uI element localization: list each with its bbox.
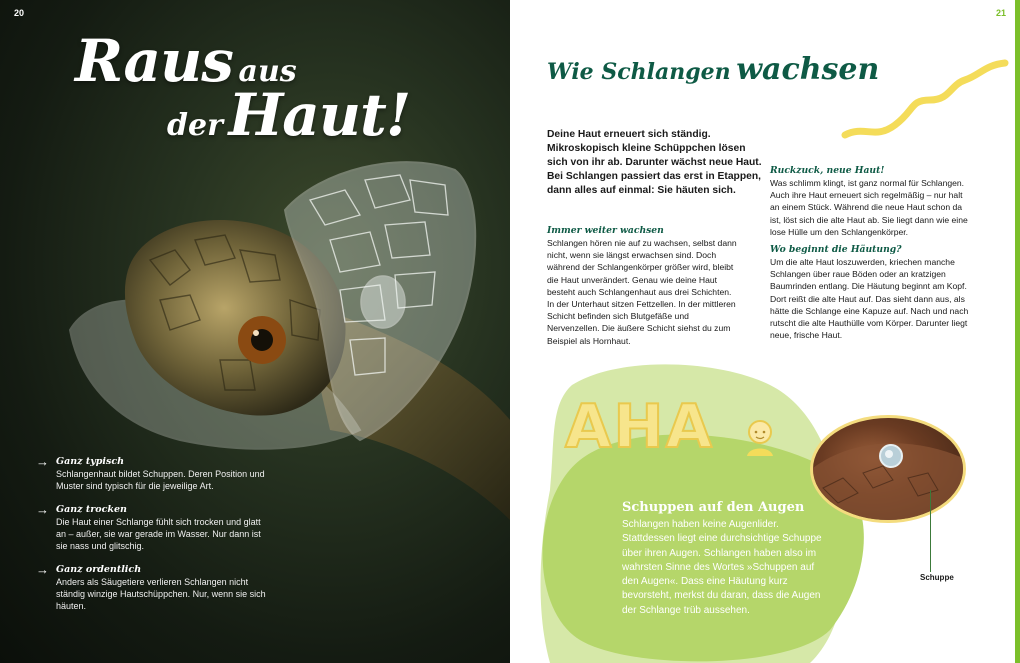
page-number-right: 21 [995,8,1006,18]
snake-eye-illustration [813,418,963,520]
infobox-body: Schlangen haben keine Augenlider. Stattdessen liegt eine durchsichtige Schuppe über ihren Augen. Schlangen haben also im wahrsten Sinne des Wortes »Schuppen auf den Augen«. Dass eine Häutung kurz bevorsteht, merkst du daran, dass die Augen der Schlange trüb aussehen. [622,519,822,616]
title-part-2: wachsen [736,52,880,87]
aha-lettering: AHA [565,392,715,462]
callout-line [930,490,931,572]
right-page [510,0,1020,663]
headline-word-der: der [167,108,223,143]
title-part-1: Wie Schlangen [547,59,731,85]
callout-label: Schuppe [920,573,954,582]
headline-word-raus: Raus [75,27,233,95]
infobox-title: Schuppen auf den Augen [622,500,805,515]
arrow-right-icon: → [36,502,49,517]
fact-item [36,454,266,492]
fact-body: Die Haut einer Schlange fühlt sich trocken und glatt an – außer, sie war gerade im Wasser. Nur dann ist sie nass und glitschig. [56,517,261,551]
fact-item [36,502,266,552]
fact-title: Ganz typisch [56,456,125,467]
fact-title: Ganz ordentlich [56,564,142,575]
facts-list [36,454,266,623]
arrow-right-icon: → [36,562,49,577]
arrow-right-icon: → [36,454,49,469]
section-body: Was schlimm klingt, ist ganz normal für Schlangen. Auch ihre Haut erneuert sich regelmäßig – nur halt an einem Stück. Während die neue Haut schon da ist, löst sich die alte Haut ab. Sie liegt dann wie eine lose Hülle um den Schlangenkörper. [770,178,968,237]
snake-eye-photo [810,415,966,523]
intro-text: Deine Haut erneuert sich ständig. Mikroskopisch kleine Schüppchen lösen sich von ihr ab. Darunter wächst neue Haut. Bei Schlangen passiert das erst in Etappen, dann alles auf einmal: Sie häuten sich. [547,129,762,196]
section-body: Schlangen hören nie auf zu wachsen, selbst dann nicht, wenn sie längst erwachsen sind. Doch während der Schlangenkörper größer wird, bleibt die Haut unverändert. Genau wie deine Haut besteht auch Schlangenhaut aus drei Schichten. In der Unterhaut sitzen Fettzellen. In der mittleren Schicht befinden sich Blutgefäße und Nervenzellen. Die äußere Schicht siehst du zum Beispiel als Hornhaut. [547,238,737,346]
headline-word-aus: aus [238,54,297,89]
section-heading: Ruckzuck, neue Haut! [770,165,885,176]
section-heading: Wo beginnt die Häutung? [770,244,902,256]
headline-word-haut: Haut! [228,81,411,149]
fact-item [36,562,266,612]
page-number-left: 20 [14,8,25,18]
fact-title: Ganz trocken [56,504,127,515]
section-heading: Immer weiter wachsen [547,225,664,236]
kid-avatar-icon [743,418,777,458]
fact-body: Schlangenhaut bildet Schuppen. Deren Position und Muster sind typisch für die jeweilige Art. [56,469,265,491]
section-body: Um die alte Haut loszuwerden, kriechen manche Schlangen über raue Böden oder an kratzigen Baumrinden entlang. Die Häutung beginnt am Kopf. Dort reißt die alte Haut auf. Das sieht dann aus, als hätte die Schlange eine Kapuze auf. Nach und nach rutscht die alte Hauthülle vom Körper. Darunter liegt neue, frische Haut. [770,257,969,341]
fact-body: Anders als Säugetiere verlieren Schlangen nicht ständig winzige Hautschüppchen. Nur, wenn sie sich häuten. [56,577,266,611]
